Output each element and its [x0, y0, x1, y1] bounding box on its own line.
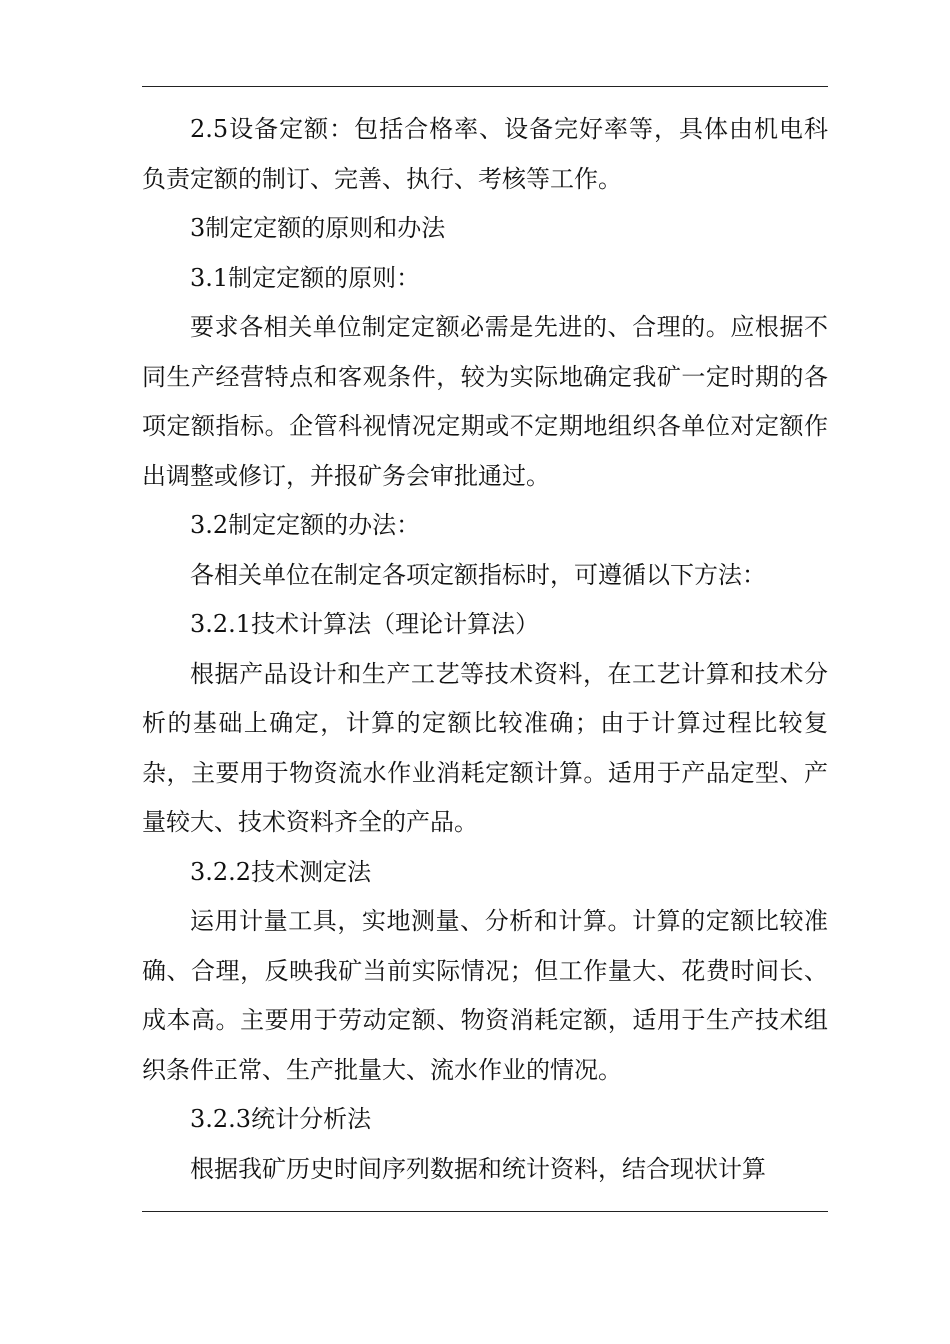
paragraph-3-2-1-body: 根据产品设计和生产工艺等技术资料，在工艺计算和技术分析的基础上确定，计算的定额比较准确；由于计算过程比较复杂，主要用于物资流水作业消耗定额计算。适用于产品定型、产量较大、技术资料齐全的产品。	[142, 659, 828, 836]
paragraph-3-2-2-body: 运用计量工具，实地测量、分析和计算。计算的定额比较准确、合理，反映我矿当前实际情况；但工作量大、花费时间长、成本高。主要用于劳动定额、物资消耗定额，适用于生产技术组织条件正常、生产批量大、流水作业的情况。	[142, 907, 828, 1084]
heading-3-1: 3.1制定定额的原则：	[190, 263, 421, 292]
paragraph-3-1-body: 要求各相关单位制定定额必需是先进的、合理的。应根据不同生产经营特点和客观条件，较为实际地确定我矿一定时期的各项定额指标。企管科视情况定期或不定期地组织各单位对定额作出调整或修订，并报矿务会审批通过。	[142, 313, 828, 490]
header-rule	[142, 86, 828, 87]
heading-3-2-3: 3.2.3统计分析法	[190, 1105, 372, 1133]
footer-rule	[142, 1211, 828, 1212]
heading-3-2-2: 3.2.2技术测定法	[190, 857, 372, 886]
paragraph-2-5: 2.5设备定额：包括合格率、设备完好率等，具体由机电科负责定额的制订、完善、执行、考核等工作。	[142, 115, 828, 193]
document-body	[142, 105, 828, 1194]
paragraph-3-2-3-body: 根据我矿历史时间序列数据和统计资料，结合现状计算	[190, 1154, 766, 1183]
heading-3: 3制定定额的原则和办法	[190, 214, 446, 242]
heading-3-2: 3.2制定定额的办法：	[190, 511, 421, 539]
heading-3-2-1: 3.2.1技术计算法（理论计算法）	[190, 610, 540, 638]
paragraph-3-2-body: 各相关单位在制定各项定额指标时，可遵循以下方法：	[190, 560, 766, 589]
